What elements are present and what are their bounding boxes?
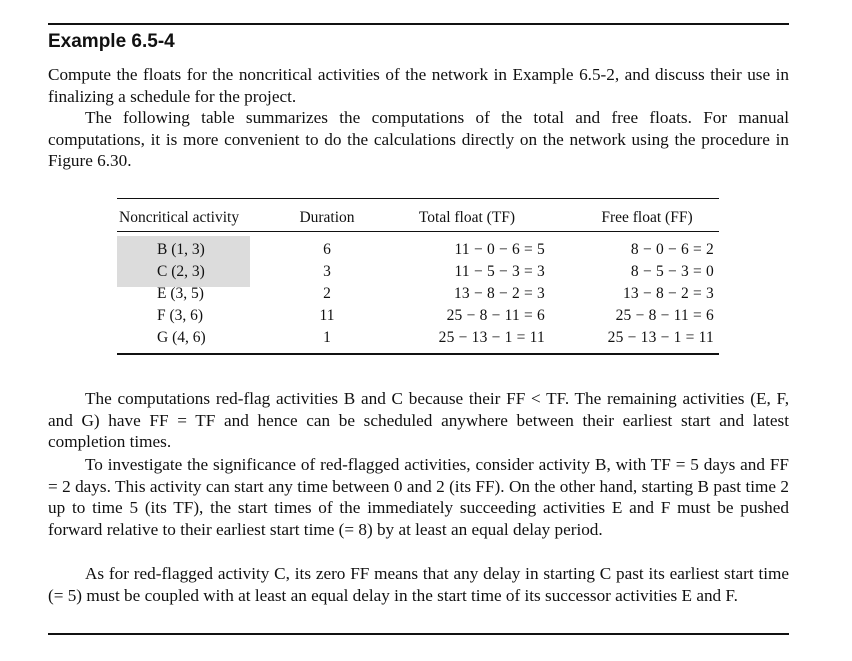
paragraph-activity-b: To investigate the significance of red-flagged activities, consider activity B, with TF = 5 days and FF = 2 days. This activity can start any time between 0 and 2 (its FF). On the other hand, starting B past time 2 up to time 5 (its TF), the start times of the immediately succeeding activities E and F must be pushed forward relative to their earliest start time (= 8) by at least an equal delay period. xyxy=(48,455,789,539)
table-row xyxy=(117,305,719,327)
duration-cell: 1 xyxy=(323,329,331,346)
float-table xyxy=(117,198,719,356)
table-row xyxy=(117,283,719,305)
activity-cell: E (3, 5) xyxy=(157,285,204,302)
header-free-float: Free float (FF) xyxy=(601,209,693,226)
paragraph-intro: Compute the floats for the noncritical activities of the network in Example 6.5-2, and discuss their use in finalizing a schedule for the project. xyxy=(48,65,789,106)
bottom-rule xyxy=(48,633,789,635)
paragraph-activity-c: As for red-flagged activity C, its zero FF means that any delay in starting C past its earliest start time (= 5) must be coupled with at least an equal delay in the start time of its successor activities E and F. xyxy=(48,564,789,605)
paragraph-red-flag: The computations red-flag activities B and C because their FF < TF. The remaining activities (E, F, and G) have FF = TF and hence can be scheduled anywhere between their earliest start and latest completion times. xyxy=(48,389,789,452)
header-total-float: Total float (TF) xyxy=(418,209,516,226)
paragraph-table-summary: The following table summarizes the computations of the total and free floats. For manual computations, it is more convenient to do the calculations directly on the network using the procedure in Figure 6.30. xyxy=(48,108,789,171)
activity-cell: G (4, 6) xyxy=(157,329,206,346)
table-top-rule xyxy=(117,198,719,199)
free-float-cell: 8 − 0 − 6 = 2 xyxy=(630,241,714,258)
top-rule xyxy=(48,23,789,25)
activity-cell: C (2, 3) xyxy=(157,263,205,280)
table-row xyxy=(117,327,719,349)
header-duration: Duration xyxy=(299,209,355,226)
duration-cell: 3 xyxy=(323,263,331,280)
duration-cell: 6 xyxy=(323,241,331,258)
total-float-cell: 11 − 0 − 6 = 5 xyxy=(454,241,545,258)
total-float-cell: 11 − 5 − 3 = 3 xyxy=(454,263,545,280)
header-activity: Noncritical activity xyxy=(119,209,240,226)
total-float-cell: 25 − 13 − 1 = 11 xyxy=(438,329,545,346)
table-row xyxy=(117,261,719,283)
table-row xyxy=(117,239,719,261)
duration-cell: 2 xyxy=(323,285,331,302)
free-float-cell: 13 − 8 − 2 = 3 xyxy=(622,285,714,302)
table-header-rule xyxy=(117,231,719,232)
free-float-cell: 25 − 13 − 1 = 11 xyxy=(607,329,714,346)
total-float-cell: 25 − 8 − 11 = 6 xyxy=(446,307,545,324)
free-float-cell: 8 − 5 − 3 = 0 xyxy=(630,263,714,280)
free-float-cell: 25 − 8 − 11 = 6 xyxy=(615,307,714,324)
example-heading: Example 6.5-4 xyxy=(48,31,175,52)
table-bottom-rule xyxy=(117,353,719,355)
total-float-cell: 13 − 8 − 2 = 3 xyxy=(453,285,545,302)
activity-cell: F (3, 6) xyxy=(157,307,204,324)
duration-cell: 11 xyxy=(319,307,335,324)
activity-cell: B (1, 3) xyxy=(157,241,205,258)
